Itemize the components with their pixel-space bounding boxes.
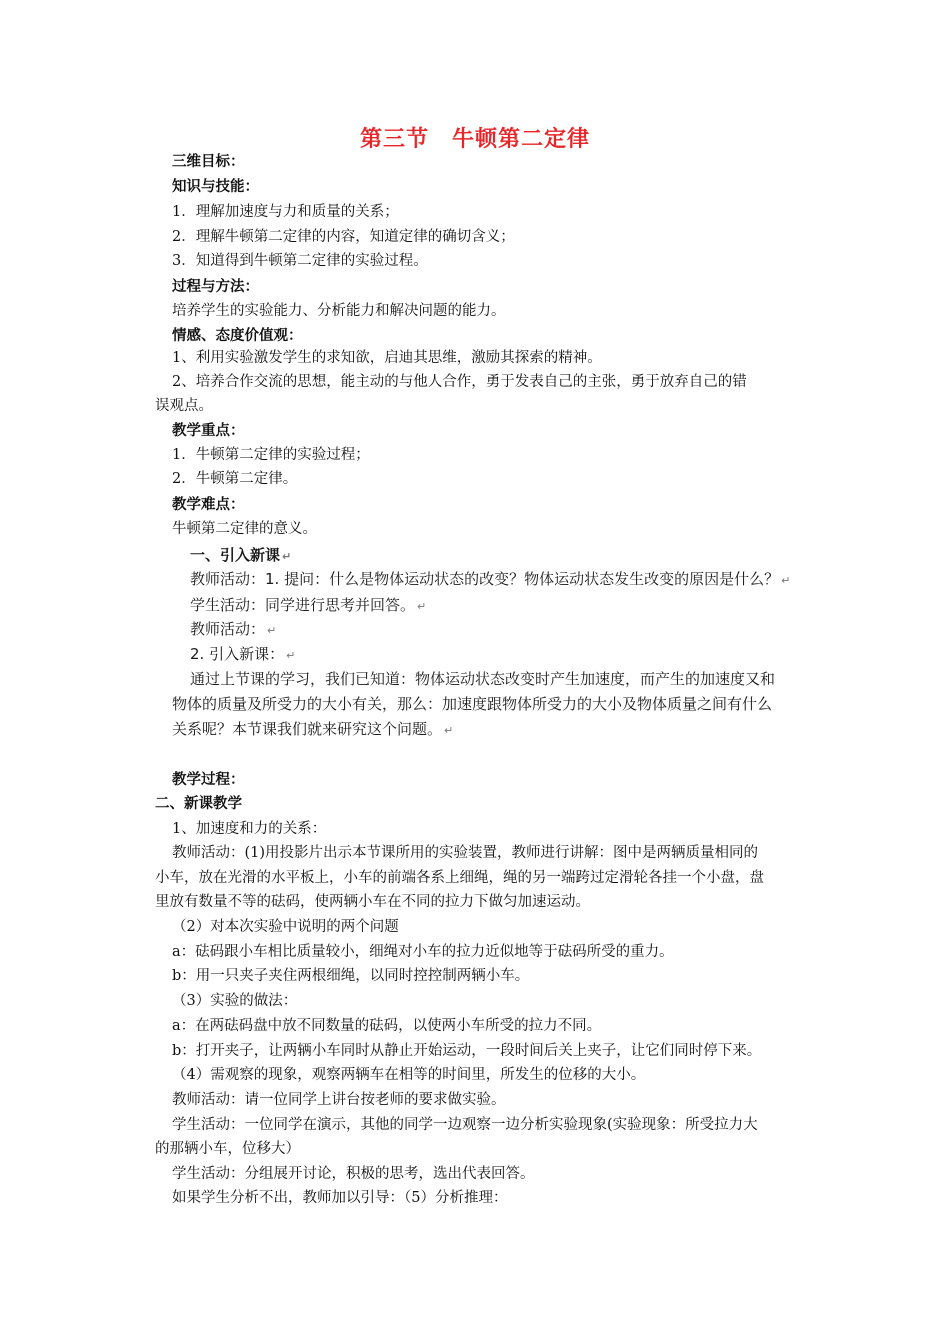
body-line: a：在两砝码盘中放不同数量的砝码，以使两小车所受的拉力不同。 — [172, 1018, 602, 1034]
intro-line: 物体的质量及所受力的大小有关，那么：加速度跟物体所受力的大小及物体质量之间有什么 — [172, 695, 773, 713]
difficult-heading: 教学难点： — [172, 497, 245, 513]
body-line: 学生活动：分组展开讨论，积极的思考，选出代表回答。 — [172, 1166, 535, 1182]
paragraph-mark-icon: ↵ — [417, 600, 427, 613]
attitude-heading: 情感、态度价值观： — [172, 328, 303, 344]
paragraph-mark-icon: ↵ — [444, 724, 454, 737]
intro-line: 关系呢？本节课我们就来研究这个问题。 ↵ — [172, 720, 454, 738]
attitude-item: 误观点。 — [155, 398, 213, 414]
process-text: 培养学生的实验能力、分析能力和解决问题的能力。 — [172, 303, 506, 319]
knowledge-heading: 知识与技能： — [172, 179, 259, 195]
body-line: 如果学生分析不出，教师加以引导：（5）分析推理： — [172, 1190, 508, 1206]
knowledge-item: 3．知道得到牛顿第二定律的实验过程。 — [172, 253, 428, 269]
key-heading: 教学重点： — [172, 423, 245, 439]
paragraph-mark-icon: ↵ — [781, 574, 791, 587]
intro-line: 2. 引入新课： ↵ — [190, 645, 296, 663]
objectives-heading: 三维目标： — [172, 154, 245, 170]
difficult-text: 牛顿第二定律的意义。 — [172, 521, 317, 537]
body-line: 小车，放在光滑的水平板上，小车的前端各系上细绳，绳的另一端跨过定滑轮各挂一个小盘，盘 — [155, 870, 764, 886]
body-line: （4）需观察的现象，观察两辆车在相等的时间里，所发生的位移的大小。 — [172, 1067, 646, 1083]
process-heading: 过程与方法： — [172, 279, 259, 295]
body-line: 学生活动：一位同学在演示，其他的同学一边观察一边分析实验现象(实验现象：所受拉力大 — [172, 1117, 758, 1133]
intro-line: 教师活动：1. 提问：什么是物体运动状态的改变？物体运动状态发生改变的原因是什么？ ↵ — [190, 570, 791, 588]
knowledge-item: 1．理解加速度与力和质量的关系； — [172, 204, 399, 220]
body-line: a：砝码跟小车相比质量较小，细绳对小车的拉力近似地等于砝码所受的重力。 — [172, 944, 674, 960]
body-line: 的那辆小车，位移大） — [155, 1141, 300, 1157]
paragraph-mark-icon: ↵ — [282, 550, 292, 563]
attitude-item: 2、培养合作交流的思想，能主动的与他人合作，勇于发表自己的主张，勇于放弃自己的错 — [172, 374, 747, 390]
key-item: 1．牛顿第二定律的实验过程； — [172, 447, 370, 463]
process-section-heading: 教学过程： — [172, 772, 245, 788]
intro-line: 教师活动： ↵ — [190, 620, 277, 638]
attitude-item: 1、利用实验激发学生的求知欲，启迪其思维，激励其探索的精神。 — [172, 350, 602, 366]
new-lesson-heading: 二、新课教学 — [155, 796, 242, 812]
intro-line: 学生活动：同学进行思考并回答。 ↵ — [190, 596, 427, 614]
key-item: 2．牛顿第二定律。 — [172, 471, 298, 487]
body-line: 教师活动：(1)用投影片出示本节课所用的实验装置，教师进行讲解：图中是两辆质量相同的 — [172, 845, 759, 861]
paragraph-mark-icon: ↵ — [286, 649, 296, 662]
body-line: 里放有数量不等的砝码，使两辆小车在不同的拉力下做匀加速运动。 — [155, 894, 590, 910]
body-line: b：打开夹子，让两辆小车同时从静止开始运动，一段时间后关上夹子，让它们同时停下来。 — [172, 1043, 762, 1059]
intro-line: 通过上节课的学习，我们已知道：物体运动状态改变时产生加速度，而产生的加速度又和 — [190, 670, 776, 688]
knowledge-item: 2．理解牛顿第二定律的内容，知道定律的确切含义； — [172, 229, 515, 245]
body-line: b：用一只夹子夹住两根细绳，以同时控控制两辆小车。 — [172, 968, 530, 984]
intro-heading: 一、引入新课 ↵ — [190, 546, 292, 564]
body-line: （3）实验的做法： — [172, 993, 298, 1009]
paragraph-mark-icon: ↵ — [267, 624, 277, 637]
body-line: （2）对本次实验中说明的两个问题 — [172, 919, 399, 935]
body-line: 1、加速度和力的关系： — [172, 821, 327, 837]
body-line: 教师活动：请一位同学上讲台按老师的要求做实验。 — [172, 1092, 506, 1108]
page-title: 第三节 牛顿第二定律 — [359, 127, 590, 152]
